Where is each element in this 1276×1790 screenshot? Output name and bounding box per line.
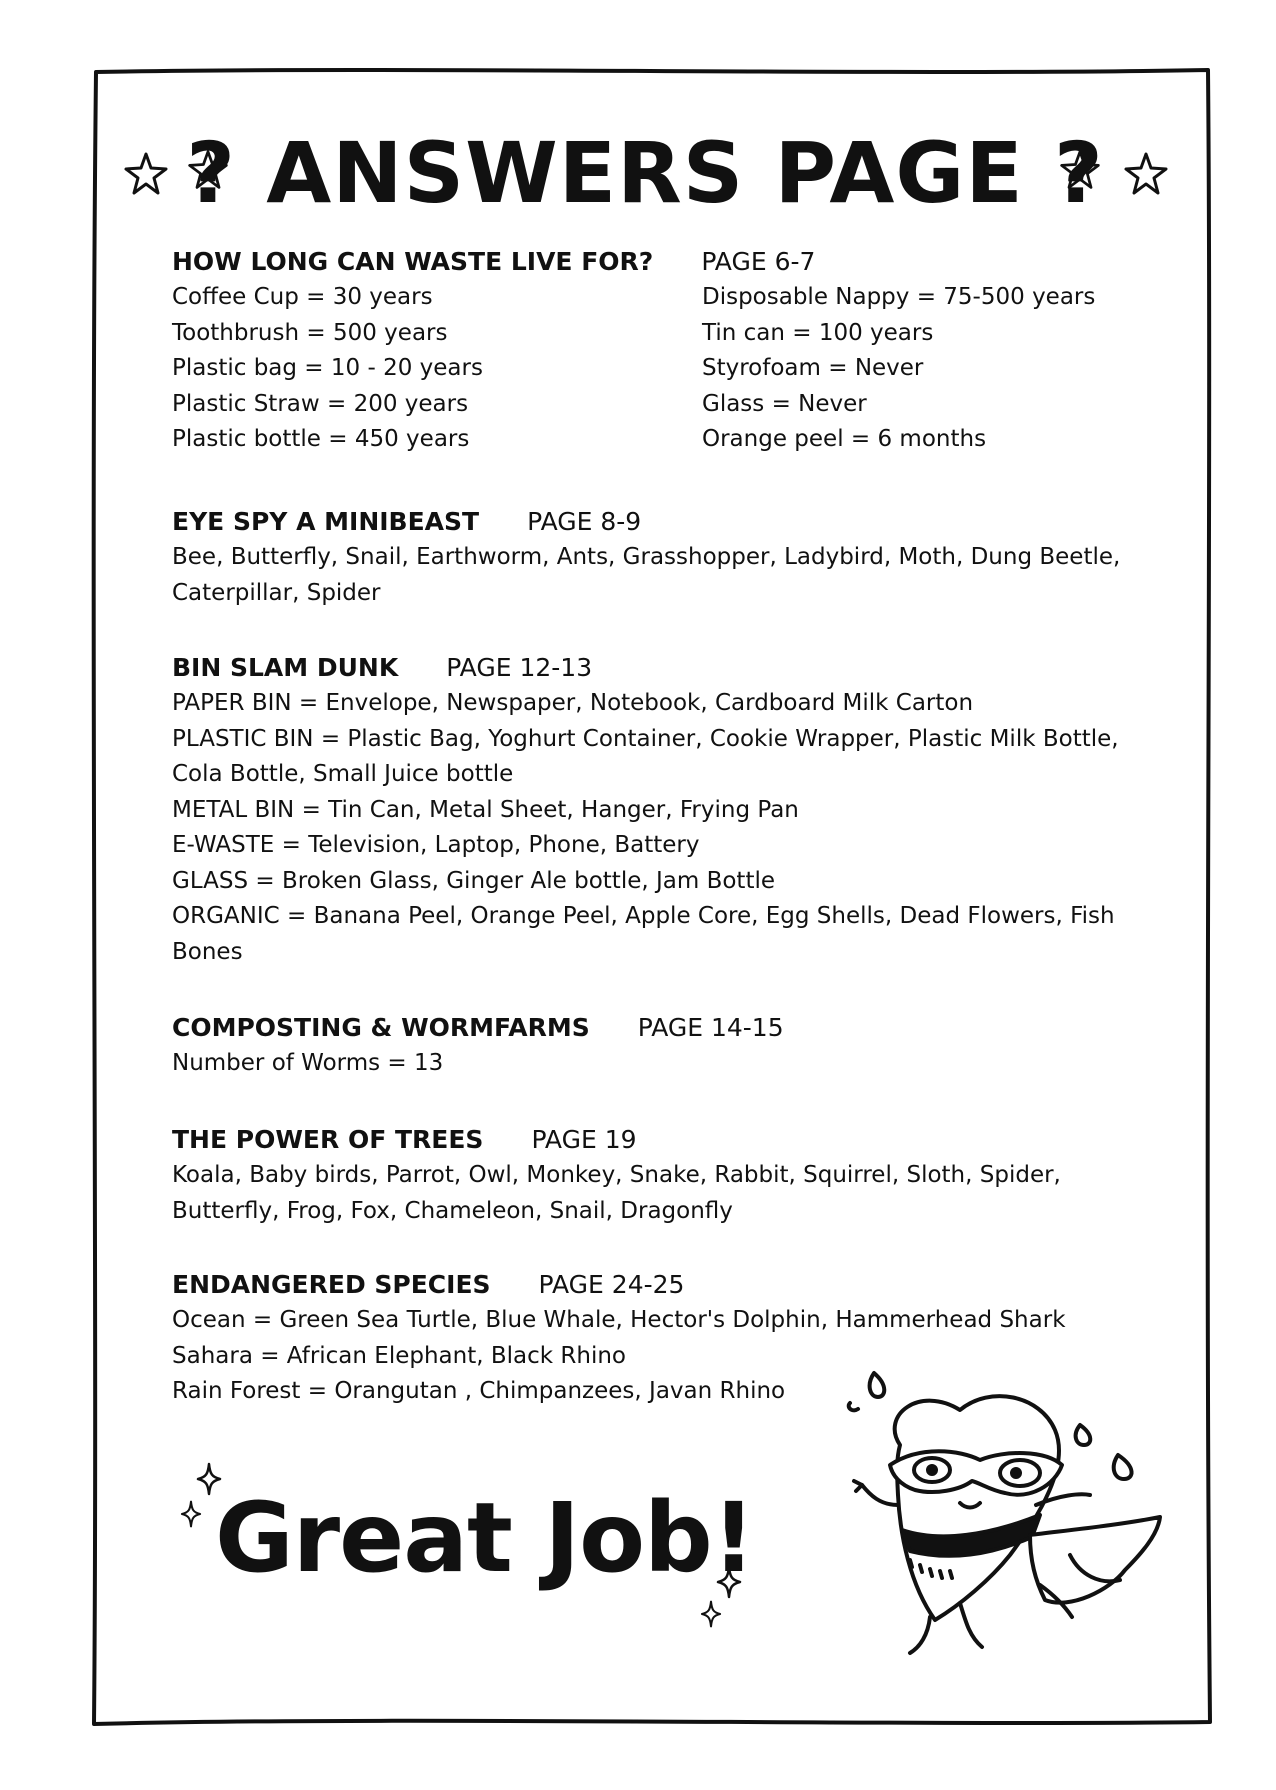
superhero-heart-mascot [840, 1355, 1220, 1665]
section-minibeast [172, 504, 1121, 611]
answer-line: Bones [172, 938, 243, 965]
answer-column-right [702, 280, 1112, 458]
sparkle-icon [180, 1500, 202, 1528]
section-power-of-trees [172, 1122, 1112, 1229]
answer-line: Sahara = African Elephant, Black Rhino [172, 1342, 626, 1369]
section-waste-lifespan [172, 244, 1112, 458]
answer-line: Rain Forest = Orangutan , Chimpanzees, Javan Rhino [172, 1378, 786, 1404]
answer-column-left [172, 280, 702, 458]
answer-line: Number of Worms = 13 [172, 1050, 444, 1076]
section-title: THE POWER OF TREES [172, 1125, 484, 1154]
section-title: ENDANGERED SPECIES [172, 1270, 491, 1299]
section-heading [172, 244, 1112, 280]
answer-line: Toothbrush = 500 years [172, 319, 448, 346]
section-heading [172, 1010, 1112, 1046]
section-page: PAGE 14-15 [637, 1013, 784, 1042]
section-title: HOW LONG CAN WASTE LIVE FOR? [172, 247, 654, 276]
answer-line: Glass = Never [702, 390, 867, 417]
answer-line: Disposable Nappy = 75-500 years [702, 284, 1096, 310]
answer-line: Bee, Butterfly, Snail, Earthworm, Ants, Grasshopper, Ladybird, Moth, Dung Beetle, [172, 544, 1121, 570]
great-job-message: Great Job! [215, 1482, 755, 1594]
answer-line: Plastic bag = 10 - 20 years [172, 355, 483, 381]
answer-line: ORGANIC = Banana Peel, Orange Peel, Apple Core, Egg Shells, Dead Flowers, Fish [172, 903, 1115, 929]
answer-line: Styrofoam = Never [702, 355, 924, 381]
section-heading [172, 650, 1112, 686]
section-heading [172, 1122, 1112, 1158]
answer-line: E-WASTE = Television, Laptop, Phone, Battery [172, 832, 700, 858]
section-page: PAGE 24-25 [538, 1270, 685, 1299]
answer-line: GLASS = Broken Glass, Ginger Ale bottle, Jam Bottle [172, 867, 776, 894]
answer-line: Tin can = 100 years [702, 319, 934, 346]
answer-line: PAPER BIN = Envelope, Newspaper, Notebook, Cardboard Milk Carton [172, 690, 974, 716]
answer-line: Caterpillar, Spider [172, 579, 381, 606]
answer-columns [172, 280, 1112, 458]
section-page: PAGE 8-9 [527, 507, 642, 536]
answer-line: Plastic Straw = 200 years [172, 390, 469, 417]
answer-line: Koala, Baby birds, Parrot, Owl, Monkey, Snake, Rabbit, Squirrel, Sloth, Spider, [172, 1162, 1061, 1188]
section-bin-slam-dunk [172, 650, 1119, 970]
answer-line: Ocean = Green Sea Turtle, Blue Whale, Hector's Dolphin, Hammerhead Shark [172, 1307, 1066, 1333]
section-title: EYE SPY A MINIBEAST [172, 507, 480, 536]
sparkle-icon [700, 1600, 722, 1628]
section-page: PAGE 12-13 [446, 653, 593, 682]
section-title: BIN SLAM DUNK [172, 653, 399, 682]
answer-line: Orange peel = 6 months [702, 426, 987, 452]
section-heading [172, 1267, 1112, 1303]
section-title: COMPOSTING & WORMFARMS [172, 1013, 590, 1042]
answer-line: Butterfly, Frog, Fox, Chameleon, Snail, Dragonfly [172, 1197, 733, 1224]
section-page: PAGE 19 [531, 1125, 637, 1154]
section-page: PAGE 6-7 [701, 247, 816, 276]
answer-line: Cola Bottle, Small Juice bottle [172, 761, 514, 787]
answer-line: PLASTIC BIN = Plastic Bag, Yoghurt Container, Cookie Wrapper, Plastic Milk Bottle, [172, 725, 1119, 752]
section-heading [172, 504, 1112, 540]
answer-line: Plastic bottle = 450 years [172, 426, 470, 452]
answer-line: Coffee Cup = 30 years [172, 284, 433, 310]
answer-line: METAL BIN = Tin Can, Metal Sheet, Hanger, Frying Pan [172, 796, 799, 823]
section-composting [172, 1010, 1112, 1082]
page-title: ? ANSWERS PAGE ? [186, 124, 1104, 222]
